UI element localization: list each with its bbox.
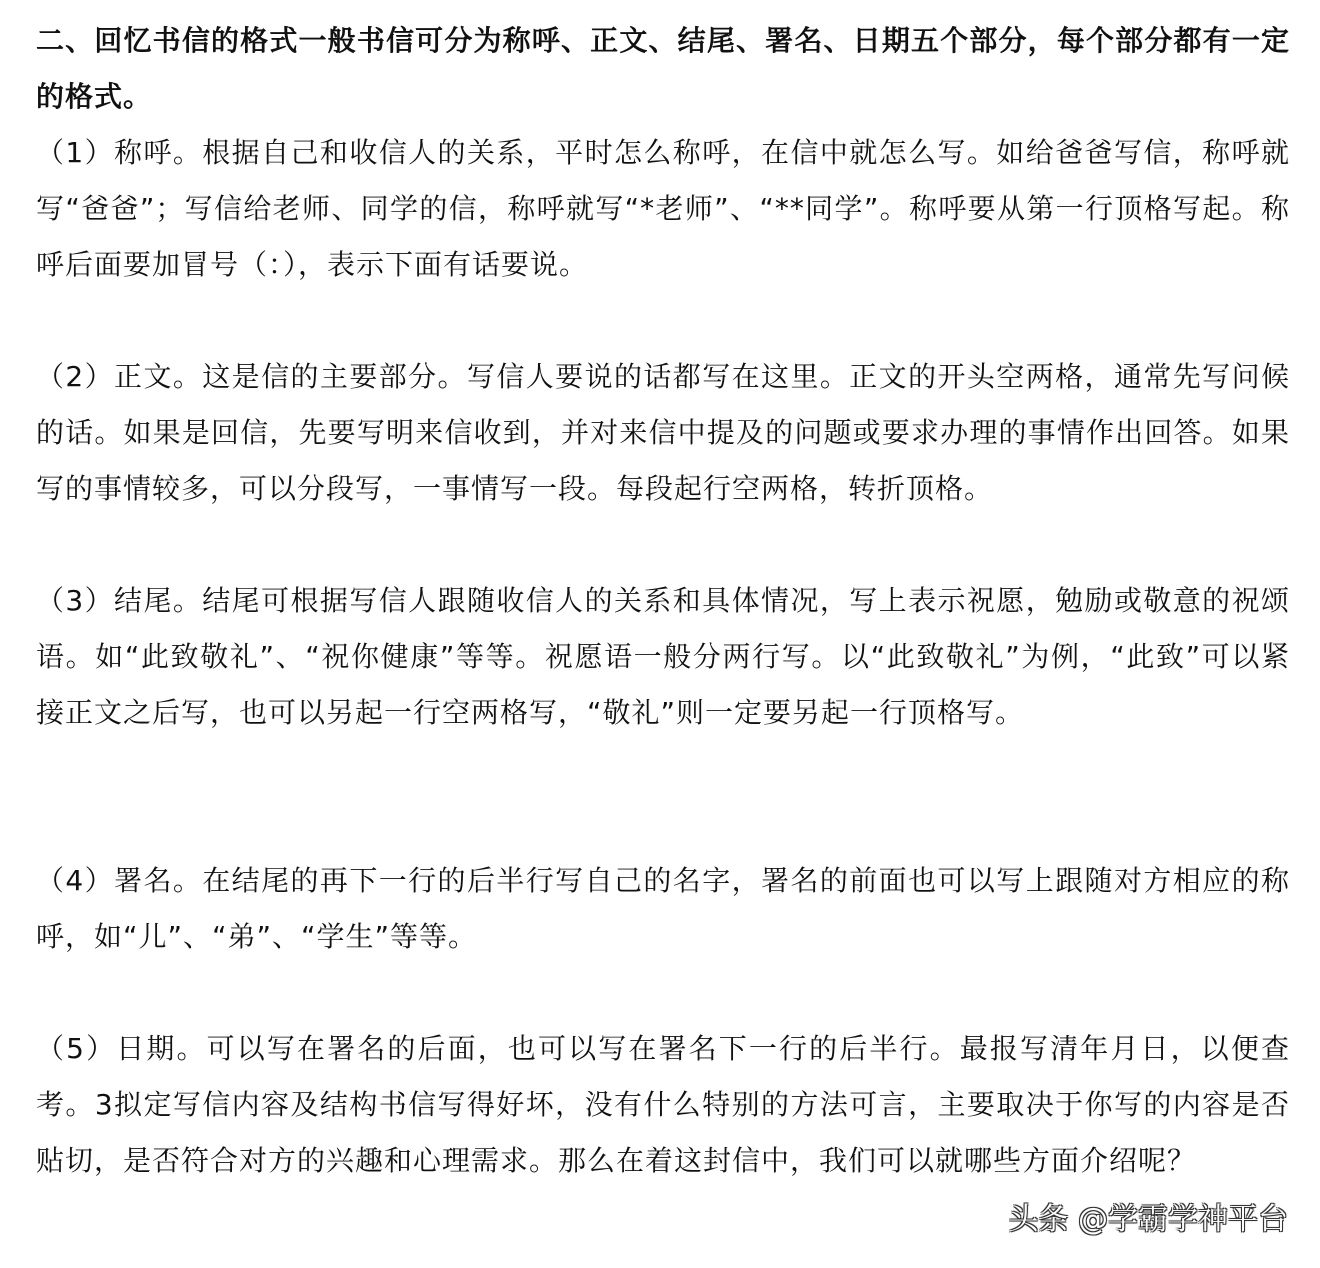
paragraph-date: （5）日期。可以写在署名的后面，也可以写在署名下一行的后半行。最报写清年月日，以便查考。3拟定写信内容及结构书信写得好坏，没有什么特别的方法可言，主要取决于你写的内容是否贴切，是否符合对方的兴趣和心理需求。那么在着这封信中，我们可以就哪些方面介绍呢？ (36, 1032, 1290, 1177)
paragraph-salutation: （1）称呼。根据自己和收信人的关系，平时怎么称呼，在信中就怎么写。如给爸爸写信，称呼就写“爸爸”；写信给老师、同学的信，称呼就写“*老师”、“**同学”。称呼要从第一行顶格写起。称呼后面要加冒号（：），表示下面有话要说。 (36, 136, 1290, 281)
watermark: 头条 @学霸学神平台 (1008, 1202, 1288, 1237)
section-heading: 二、回忆书信的格式一般书信可分为称呼、正文、结尾、署名、日期五个部分，每个部分都有一定的格式。 (36, 24, 1290, 113)
paragraph-closing: （3）结尾。结尾可根据写信人跟随收信人的关系和具体情况，写上表示祝愿，勉励或敬意的祝颂语。如“此致敬礼”、“祝你健康”等等。祝愿语一般分两行写。以“此致敬礼”为例，“此致”可以紧接正文之后写，也可以另起一行空两格写，“敬礼”则一定要另起一行顶格写。 (36, 584, 1290, 729)
paragraph-signature: （4）署名。在结尾的再下一行的后半行写自己的名字，署名的前面也可以写上跟随对方相应的称呼，如“儿”、“弟”、“学生”等等。 (36, 864, 1290, 953)
paragraph-body: （2）正文。这是信的主要部分。写信人要说的话都写在这里。正文的开头空两格，通常先写问候的话。如果是回信，先要写明来信收到，并对来信中提及的问题或要求办理的事情作出回答。如果写的事情较多，可以分段写，一事情写一段。每段起行空两格，转折顶格。 (36, 360, 1290, 505)
